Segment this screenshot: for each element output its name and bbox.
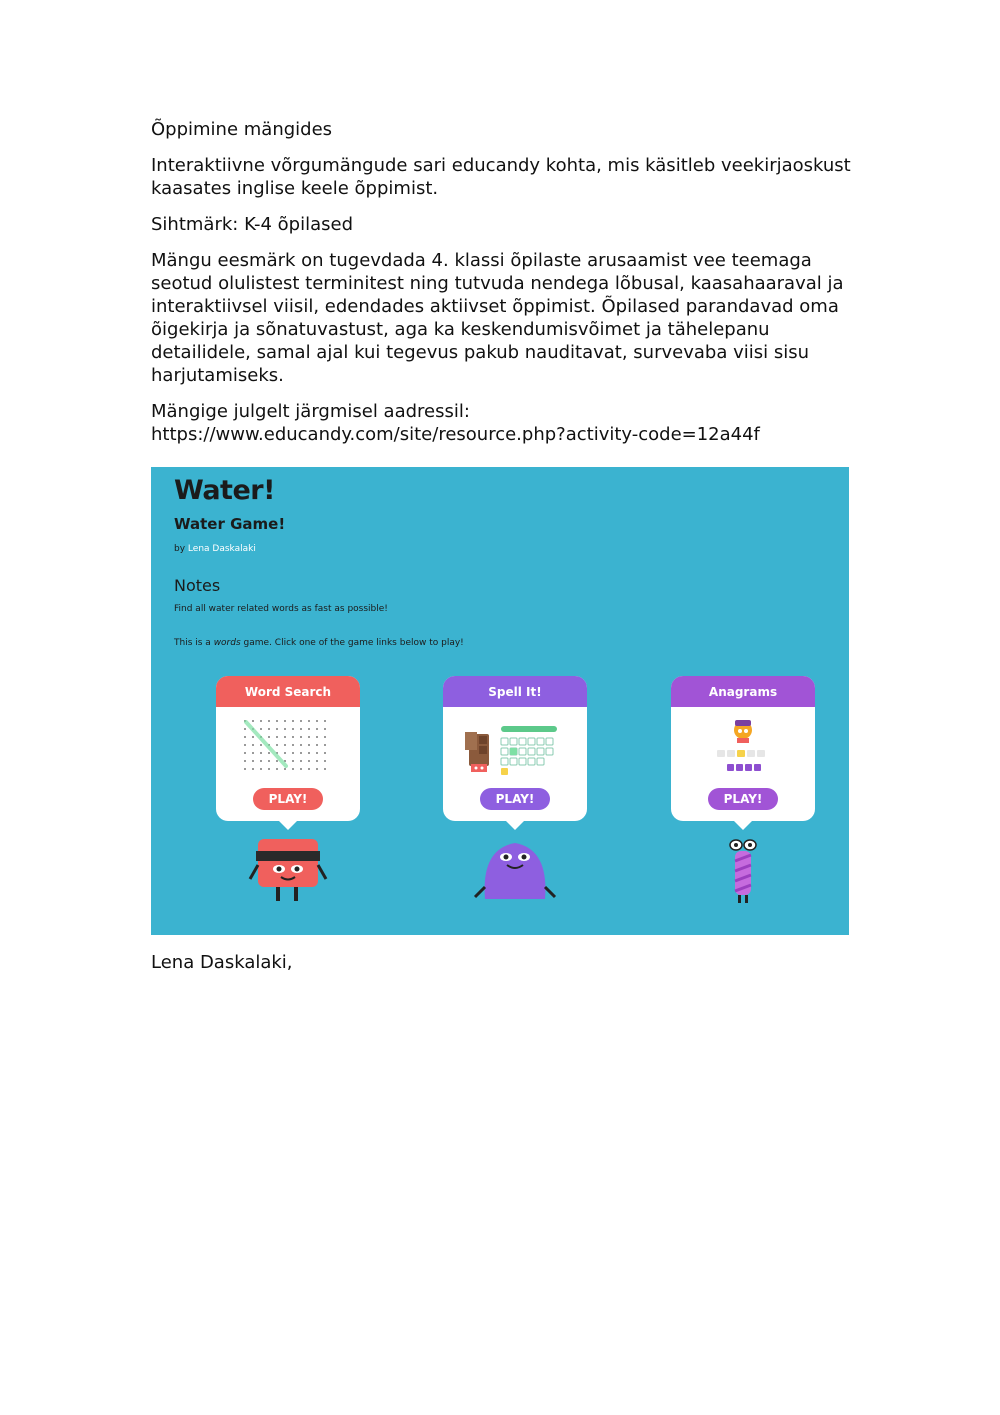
striped-worm-character-icon <box>723 835 763 905</box>
notes-line-1: Find all water related words as fast as possible! <box>174 604 388 614</box>
card-pointer <box>733 820 753 830</box>
author-line: by Lena Daskalaki <box>174 544 256 554</box>
game-screenshot <box>151 467 849 935</box>
notes-heading: Notes <box>174 576 221 595</box>
word-search-play-button[interactable]: PLAY! <box>253 788 323 810</box>
play-prompt: Mängige julgelt järgmisel aadressil: <box>151 401 470 422</box>
chocolate-letter-tiles-icon <box>443 712 587 784</box>
spell-it-card-title: Spell It! <box>443 676 587 707</box>
purple-blob-character-icon <box>473 835 557 905</box>
spell-it-play-button[interactable]: PLAY! <box>480 788 550 810</box>
intro-paragraph: Interaktiivne võrgumängude sari educandy kohta, mis käsitleb veekirjaoskust kaasates inglise keele õppimist. <box>151 155 851 199</box>
goal-paragraph: Mängu eesmärk on tugevdada 4. klassi õpilaste arusaamist vee teemaga seotud olulistest terminitest ning tutvuda nendega lõbusal, kaasahaaraval ja interaktiivsel viisil, edendades aktiivset õppimist. Õpilased parandavad oma õigekirja ja sõnatuvastust, aga ka keskendumisvõimet ja tähelepanu detailidele, samal ajal kui tegevus pakub nauditavat, survevaba viisi sisu harjutamiseks. <box>151 250 844 386</box>
card-pointer <box>505 820 525 830</box>
game-url[interactable]: https://www.educandy.com/site/resource.php?activity-code=12a44f <box>151 424 760 445</box>
anagrams-play-button[interactable]: PLAY! <box>708 788 778 810</box>
card-pointer <box>278 820 298 830</box>
document-body <box>151 118 851 459</box>
anagrams-card-title: Anagrams <box>671 676 815 707</box>
word-search-card[interactable] <box>216 676 360 821</box>
game-subtitle: Water Game! <box>174 515 286 533</box>
anagrams-card[interactable] <box>671 676 815 821</box>
spell-it-card[interactable] <box>443 676 587 821</box>
word-search-grid-icon <box>216 712 360 784</box>
target-audience: Sihtmärk: K-4 õpilased <box>151 214 353 235</box>
game-title: Water! <box>174 475 275 506</box>
document-title: Õppimine mängides <box>151 119 333 140</box>
signature: Lena Daskalaki, <box>151 952 293 973</box>
red-block-character-icon <box>248 835 328 905</box>
word-search-card-title: Word Search <box>216 676 360 707</box>
anagram-tiles-icon <box>671 712 815 784</box>
notes-line-2: This is a words game. Click one of the game links below to play! <box>174 638 464 648</box>
author-link[interactable]: Lena Daskalaki <box>187 544 256 554</box>
